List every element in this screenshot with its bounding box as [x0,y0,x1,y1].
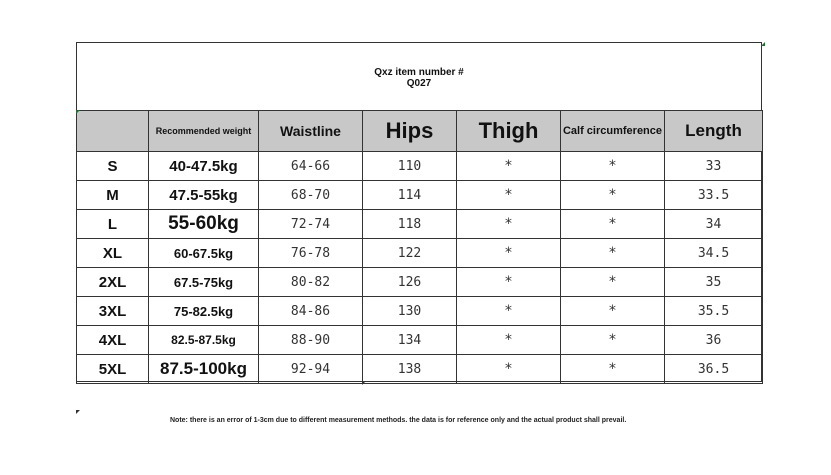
weight-cell: 82.5-87.5kg [149,326,259,355]
length-cell: 33.5 [665,181,763,210]
table-row [77,326,763,355]
length-cell: 36.5 [665,355,763,384]
thigh-cell: * [457,152,561,181]
calf-cell: * [561,152,665,181]
header-length: Length [665,111,763,152]
header-thigh: Thigh [457,111,561,152]
length-cell: 36 [665,326,763,355]
waist-cell: 92-94 [259,355,363,384]
header-size [77,111,149,152]
table-row [77,355,763,384]
hips-cell: 118 [363,210,457,239]
item-number-value: Q027 [406,78,432,89]
thigh-cell: * [457,297,561,326]
table-row [77,152,763,181]
calf-cell: * [561,355,665,384]
size-cell: 4XL [77,326,149,355]
hips-cell: 126 [363,268,457,297]
size-cell: S [77,152,149,181]
table-row [77,210,763,239]
corner-marker [76,410,80,414]
hips-cell: 110 [363,152,457,181]
table-row [77,181,763,210]
weight-cell: 75-82.5kg [149,297,259,326]
hips-cell: 130 [363,297,457,326]
weight-cell: 87.5-100kg [149,355,259,384]
header-hips: Hips [363,111,457,152]
corner-marker [76,110,80,114]
thigh-cell: * [457,355,561,384]
size-chart [76,42,762,382]
table-row [77,268,763,297]
hips-cell: 134 [363,326,457,355]
size-cell: M [77,181,149,210]
corner-marker [362,381,366,385]
title-area [77,43,761,111]
header-row [77,111,763,152]
waist-cell: 88-90 [259,326,363,355]
weight-cell: 60-67.5kg [149,239,259,268]
length-cell: 33 [665,152,763,181]
header-calf: Calf circumference [561,111,665,152]
corner-marker [761,42,765,46]
table-row [77,239,763,268]
length-cell: 35 [665,268,763,297]
thigh-cell: * [457,210,561,239]
length-cell: 35.5 [665,297,763,326]
measurement-note: Note: there is an error of 1-3cm due to different measurement methods. the data is for reference only and the actual product shall prevail. [170,417,627,424]
hips-cell: 138 [363,355,457,384]
calf-cell: * [561,210,665,239]
size-cell: XL [77,239,149,268]
length-cell: 34.5 [665,239,763,268]
calf-cell: * [561,326,665,355]
weight-cell: 67.5-75kg [149,268,259,297]
hips-cell: 114 [363,181,457,210]
hips-cell: 122 [363,239,457,268]
table-row [77,297,763,326]
weight-cell: 47.5-55kg [149,181,259,210]
waist-cell: 68-70 [259,181,363,210]
header-waistline: Waistline [259,111,363,152]
weight-cell: 40-47.5kg [149,152,259,181]
waist-cell: 80-82 [259,268,363,297]
thigh-cell: * [457,239,561,268]
waist-cell: 64-66 [259,152,363,181]
size-cell: L [77,210,149,239]
size-cell: 2XL [77,268,149,297]
length-cell: 34 [665,210,763,239]
waist-cell: 76-78 [259,239,363,268]
size-cell: 3XL [77,297,149,326]
calf-cell: * [561,297,665,326]
waist-cell: 84-86 [259,297,363,326]
calf-cell: * [561,239,665,268]
weight-cell: 55-60kg [149,210,259,239]
size-table [76,110,763,384]
thigh-cell: * [457,326,561,355]
size-cell: 5XL [77,355,149,384]
thigh-cell: * [457,268,561,297]
calf-cell: * [561,181,665,210]
thigh-cell: * [457,181,561,210]
header-weight: Recommended weight [149,111,259,152]
item-number-label: Qxz item number # [374,67,464,78]
waist-cell: 72-74 [259,210,363,239]
calf-cell: * [561,268,665,297]
